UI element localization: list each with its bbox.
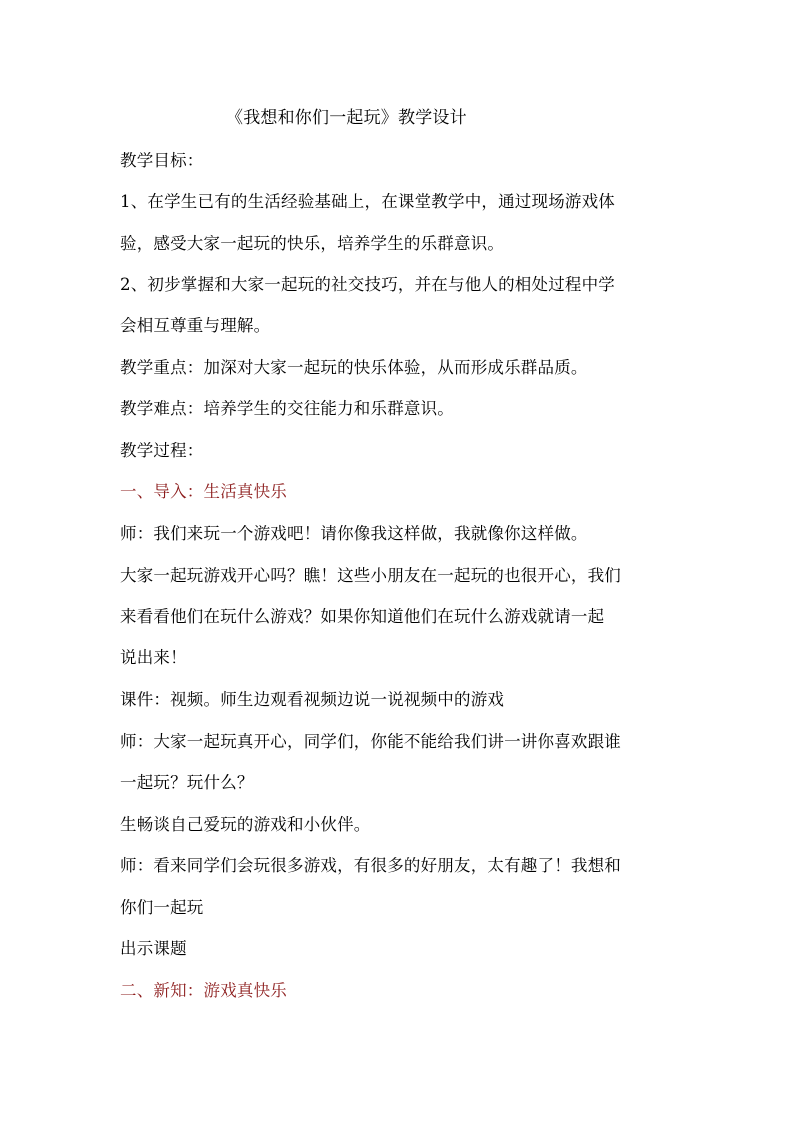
- section-1-heading: 一、导入：生活真快乐: [120, 482, 287, 501]
- difficulty: 教学难点：培养学生的交往能力和乐群意识。: [120, 399, 454, 418]
- show-topic-line: 出示课题: [120, 939, 187, 958]
- paragraph-1-line-1: 大家一起玩游戏开心吗？瞧！这些小朋友在一起玩的也很开心，我们: [120, 566, 621, 585]
- document-title: 《我想和你们一起玩》教学设计: [226, 108, 467, 128]
- teacher-line-3b: 你们一起玩: [120, 898, 204, 917]
- teacher-line-1: 师：我们来玩一个游戏吧！请你像我这样做，我就像你这样做。: [120, 524, 588, 543]
- process-label: 教学过程：: [120, 441, 204, 460]
- paragraph-1-line-3: 说出来！: [120, 648, 187, 667]
- objective-1-line-1: 1、在学生已有的生活经验基础上，在课堂教学中，通过现场游戏体: [120, 192, 615, 211]
- objective-2-line-2: 会相互尊重与理解。: [120, 316, 271, 335]
- objective-2-line-1: 2、初步掌握和大家一起玩的社交技巧，并在与他人的相处过程中学: [120, 275, 615, 294]
- students-talk-line: 生畅谈自己爱玩的游戏和小伙伴。: [120, 815, 371, 834]
- section-2-heading: 二、新知：游戏真快乐: [120, 981, 287, 1000]
- objective-1-line-2: 验，感受大家一起玩的快乐，培养学生的乐群意识。: [120, 234, 505, 253]
- paragraph-1-line-2: 来看看他们在玩什么游戏？如果你知道他们在玩什么游戏就请一起: [120, 607, 605, 626]
- teacher-line-3a: 师：看来同学们会玩很多游戏，有很多的好朋友，太有趣了！我想和: [120, 856, 621, 875]
- objectives-label: 教学目标：: [120, 151, 204, 170]
- courseware-line: 课件：视频。师生边观看视频边说一说视频中的游戏: [120, 690, 505, 709]
- teacher-line-2b: 一起玩？玩什么？: [120, 773, 254, 792]
- key-point: 教学重点：加深对大家一起玩的快乐体验，从而形成乐群品质。: [120, 358, 588, 377]
- teacher-line-2a: 师：大家一起玩真开心，同学们，你能不能给我们讲一讲你喜欢跟谁: [120, 732, 621, 751]
